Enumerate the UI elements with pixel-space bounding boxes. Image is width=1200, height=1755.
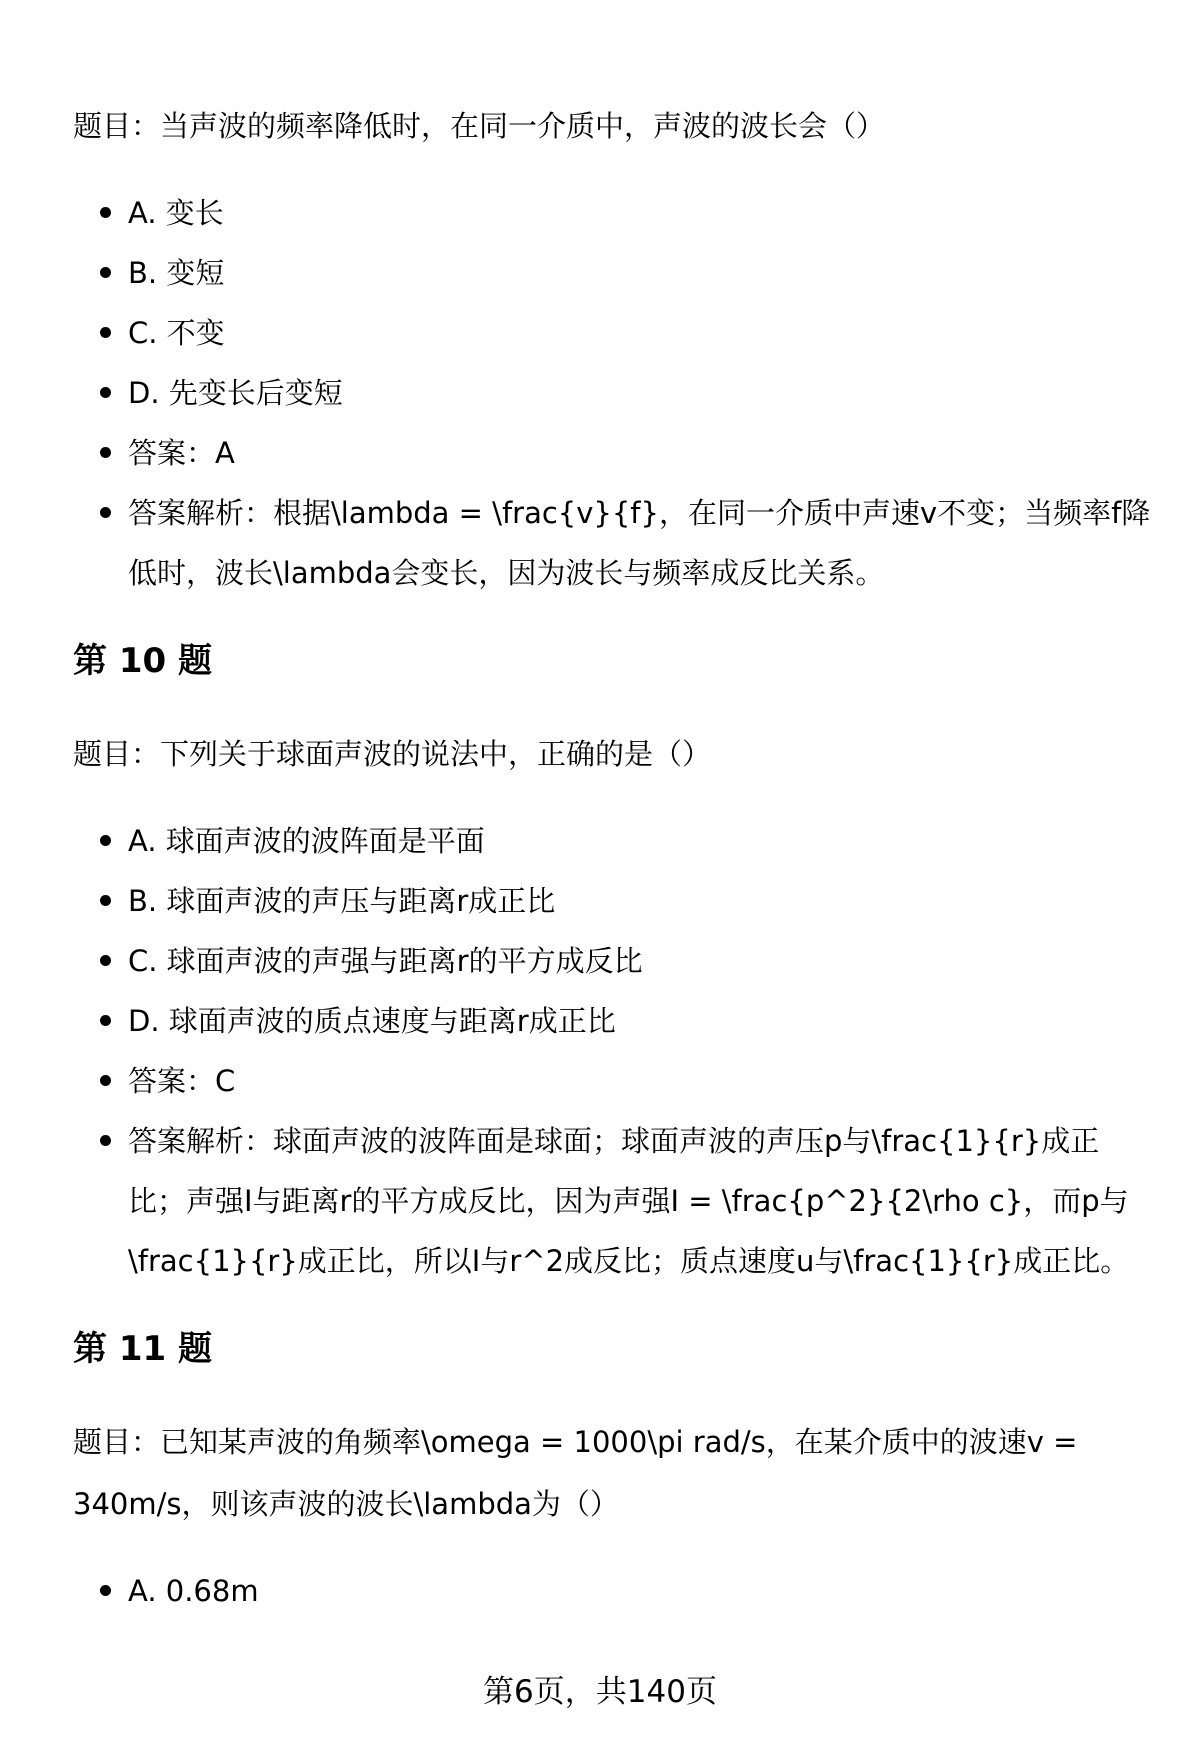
answer: 答案：A <box>73 423 1153 483</box>
option-c: C. 不变 <box>73 303 1153 363</box>
option-b: B. 变短 <box>73 243 1153 303</box>
option-c: C. 球面声波的声强与距离r的平方成反比 <box>73 931 1153 991</box>
question-11-text: 题目：已知某声波的角频率\omega = 1000\pi rad/s，在某介质中的波速v = 340m/s，则该声波的波长\lambda为（） <box>73 1425 1078 1521</box>
option-a: A. 变长 <box>73 183 1153 243</box>
answer-explanation: 答案解析：球面声波的波阵面是球面；球面声波的声压p与\frac{1}{r}成正比；声强I与距离r的平方成反比，因为声强I = \frac{p^2}{2\rho c}，而p与\frac{1}{r}成正比，所以I与r^2成反比；质点速度u与\frac{1}{r}成正比。 <box>73 1111 1153 1291</box>
option-d: D. 球面声波的质点速度与距离r成正比 <box>73 991 1153 1051</box>
option-b: B. 球面声波的声压与距离r成正比 <box>73 871 1153 931</box>
answer: 答案：C <box>73 1051 1153 1111</box>
page-content <box>73 95 1153 1621</box>
question-11-options <box>73 1561 1153 1621</box>
answer-explanation: 答案解析：根据\lambda = \frac{v}{f}，在同一介质中声速v不变；当频率f降低时，波长\lambda会变长，因为波长与频率成反比关系。 <box>73 483 1153 603</box>
question-10-options <box>73 811 1153 1291</box>
question-11-title: 第 11 题 <box>73 1329 212 1369</box>
question-9-options <box>73 183 1153 603</box>
page-number-footer: 第6页，共140页 <box>483 1674 717 1710</box>
question-11 <box>73 1329 1153 1621</box>
question-10-title: 第 10 题 <box>73 641 212 681</box>
option-d: D. 先变长后变短 <box>73 363 1153 423</box>
question-10 <box>73 641 1153 1291</box>
question-9 <box>73 95 1153 603</box>
question-9-text: 题目：当声波的频率降低时，在同一介质中，声波的波长会（） <box>73 109 886 143</box>
option-a: A. 0.68m <box>73 1561 1153 1621</box>
question-10-text: 题目：下列关于球面声波的说法中，正确的是（） <box>73 737 712 771</box>
option-a: A. 球面声波的波阵面是平面 <box>73 811 1153 871</box>
